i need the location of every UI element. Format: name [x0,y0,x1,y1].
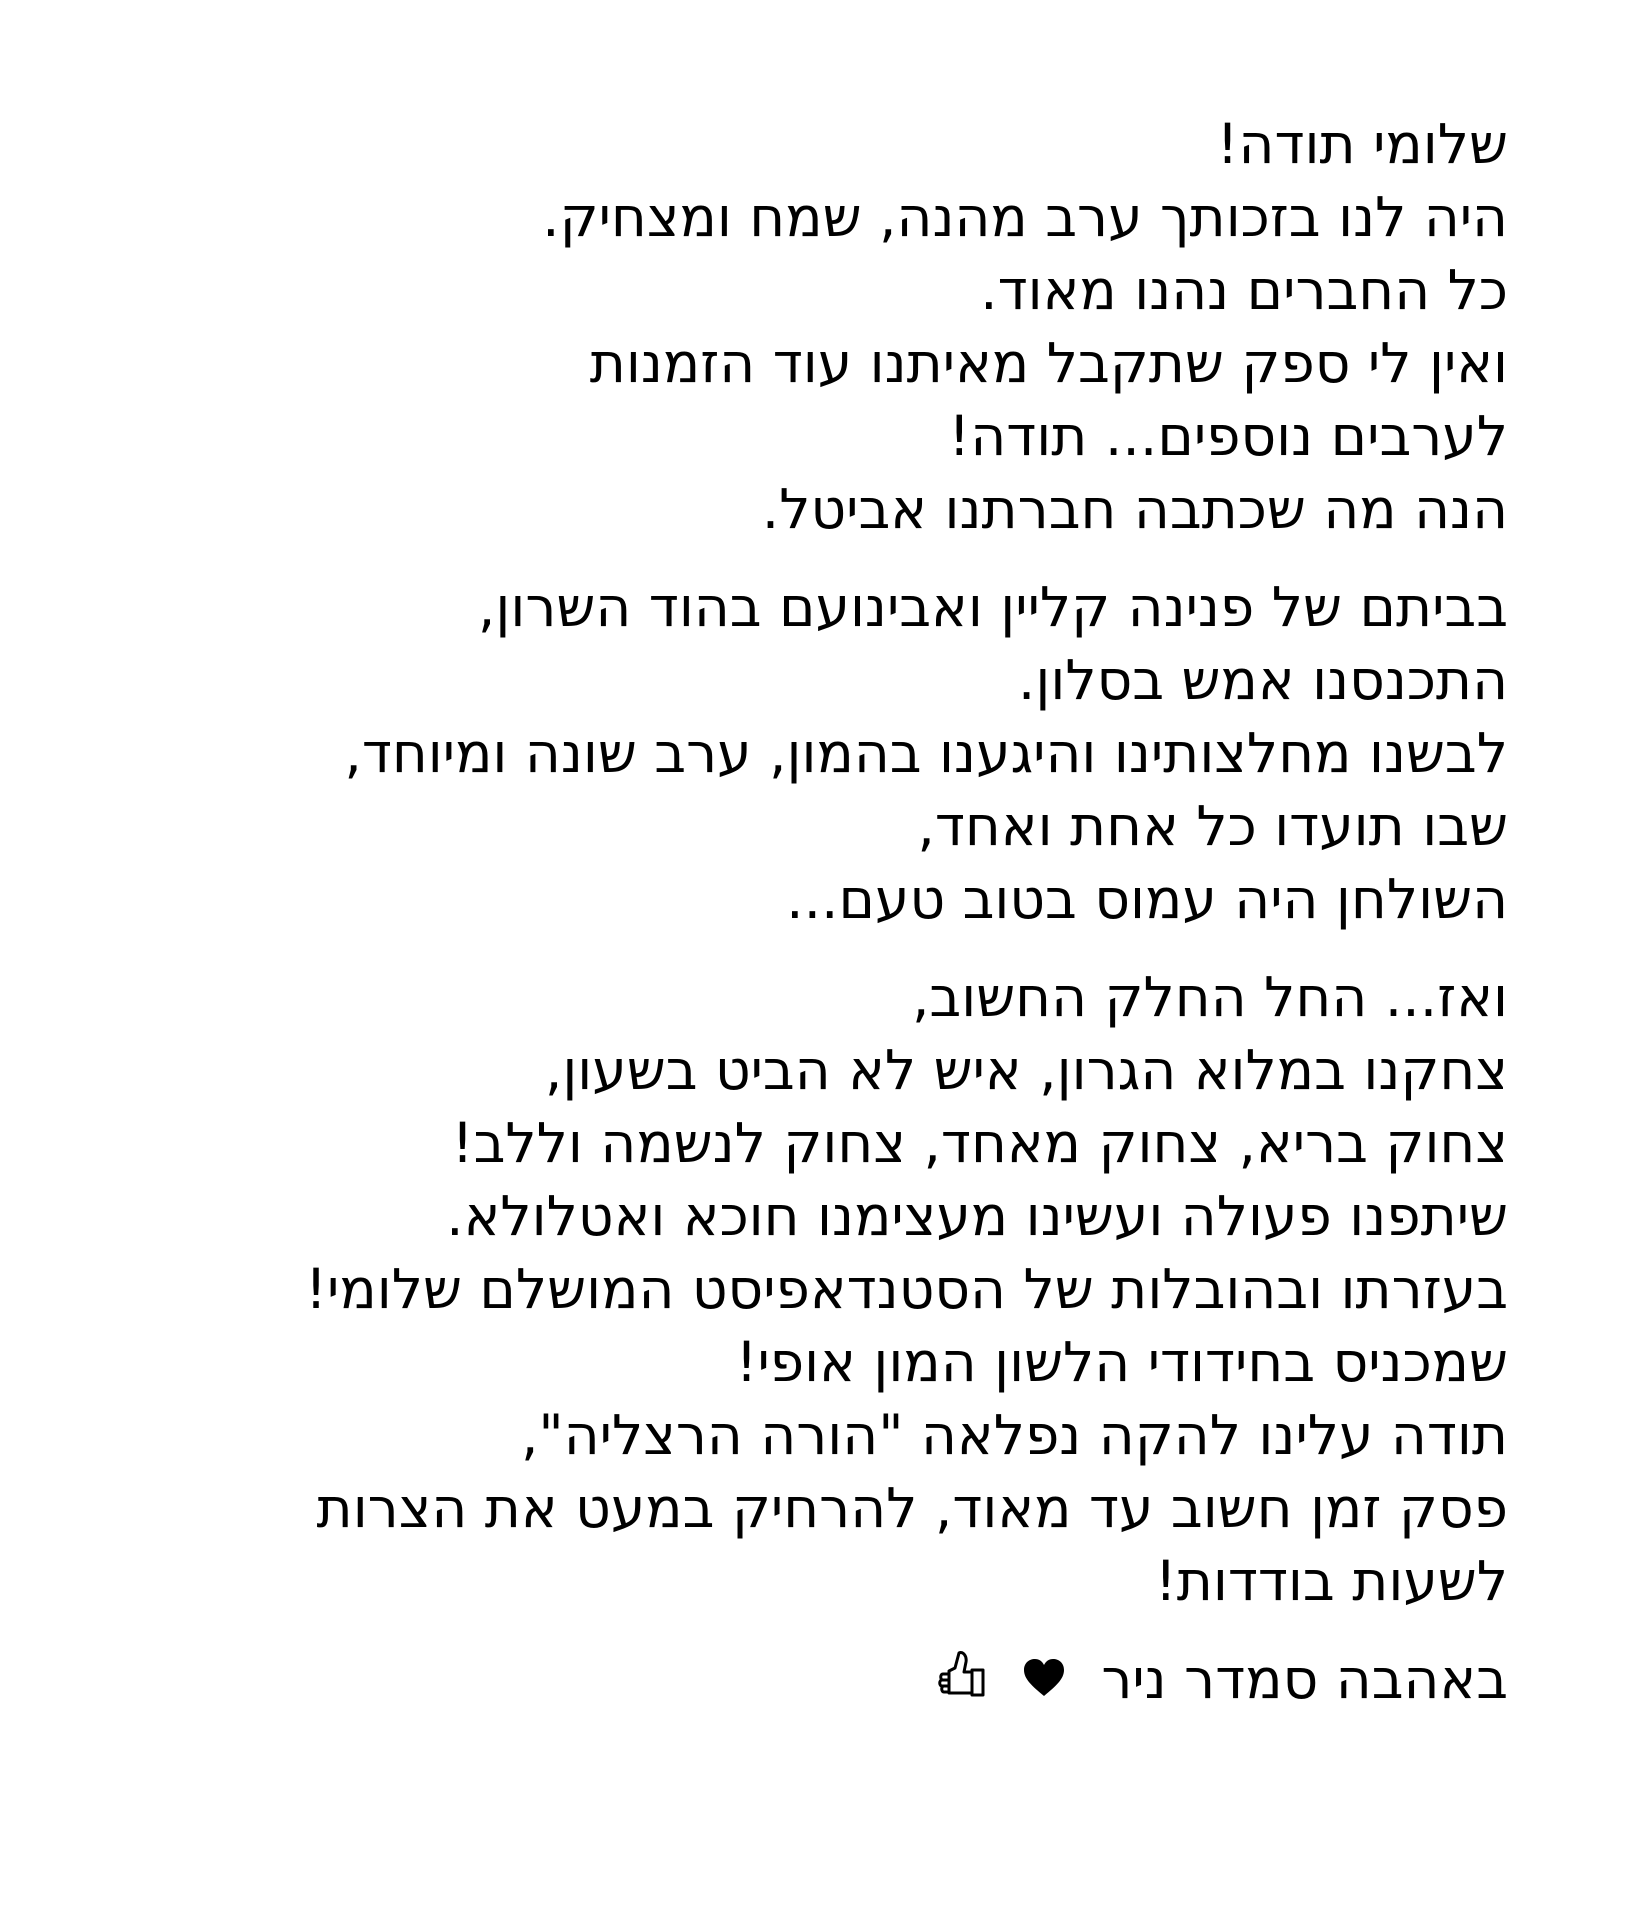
letter-line: השולחן היה עמוס בטוב טעם... [786,867,1508,931]
letter-line: לערבים נוספים... תודה! [948,404,1508,468]
letter-line: התכנסנו אמש בסלון. [1017,648,1508,712]
letter-line: תודה עלינו להקה נפלאה "הורה הרצליה", [520,1403,1508,1467]
letter-line: ואז... החל החלק החשוב, [911,965,1508,1029]
signature-line [168,1643,1508,1716]
letter-line: בעזרתו ובהובלות של הסטנדאפיסט המושלם שלומי! [305,1257,1508,1321]
letter-line: פסק זמן חשוב עד מאוד, להרחיק במעט את הצרות [316,1476,1508,1540]
thumbs-up-icon [938,1643,986,1716]
paragraph-evening [168,571,1508,936]
letter-line: היה לנו בזכותך ערב מהנה, שמח ומצחיק. [542,185,1508,249]
letter-line: צחקנו במלוא הגרון, איש לא הביט בשעון, [544,1038,1508,1102]
letter-line: שלומי תודה! [1216,112,1508,176]
letter-line: לשעות בודדות! [1154,1549,1508,1613]
paragraph-laughter [168,961,1508,1618]
letter-line: הנה מה שכתבה חברתנו אביטל. [761,477,1508,541]
letter-line: צחוק בריא, צחוק מאחד, צחוק לנשמה וללב! [451,1111,1508,1175]
heart-icon [1022,1643,1066,1716]
letter-line: לבשנו מחלצותינו והיגענו בהמון, ערב שונה ומיוחד, [344,721,1508,785]
letter-line: כל החברים נהנו מאוד. [980,258,1508,322]
letter-line: בביתם של פנינה קליין ואבינועם בהוד השרון, [477,575,1508,639]
letter-line: שמכניס בחידודי הלשון המון אופי! [735,1330,1508,1394]
letter-line: שבו תועדו כל אחת ואחד, [917,794,1508,858]
letter-line: ואין לי ספק שתקבל מאיתנו עוד הזמנות [589,331,1508,395]
letter-line: שיתפנו פעולה ועשינו מעצימנו חוכא ואטלולא. [446,1184,1508,1248]
letter-body [168,108,1508,1716]
signature-text: באהבה סמדר ניר [1101,1647,1508,1711]
paragraph-thanks [168,108,1508,546]
